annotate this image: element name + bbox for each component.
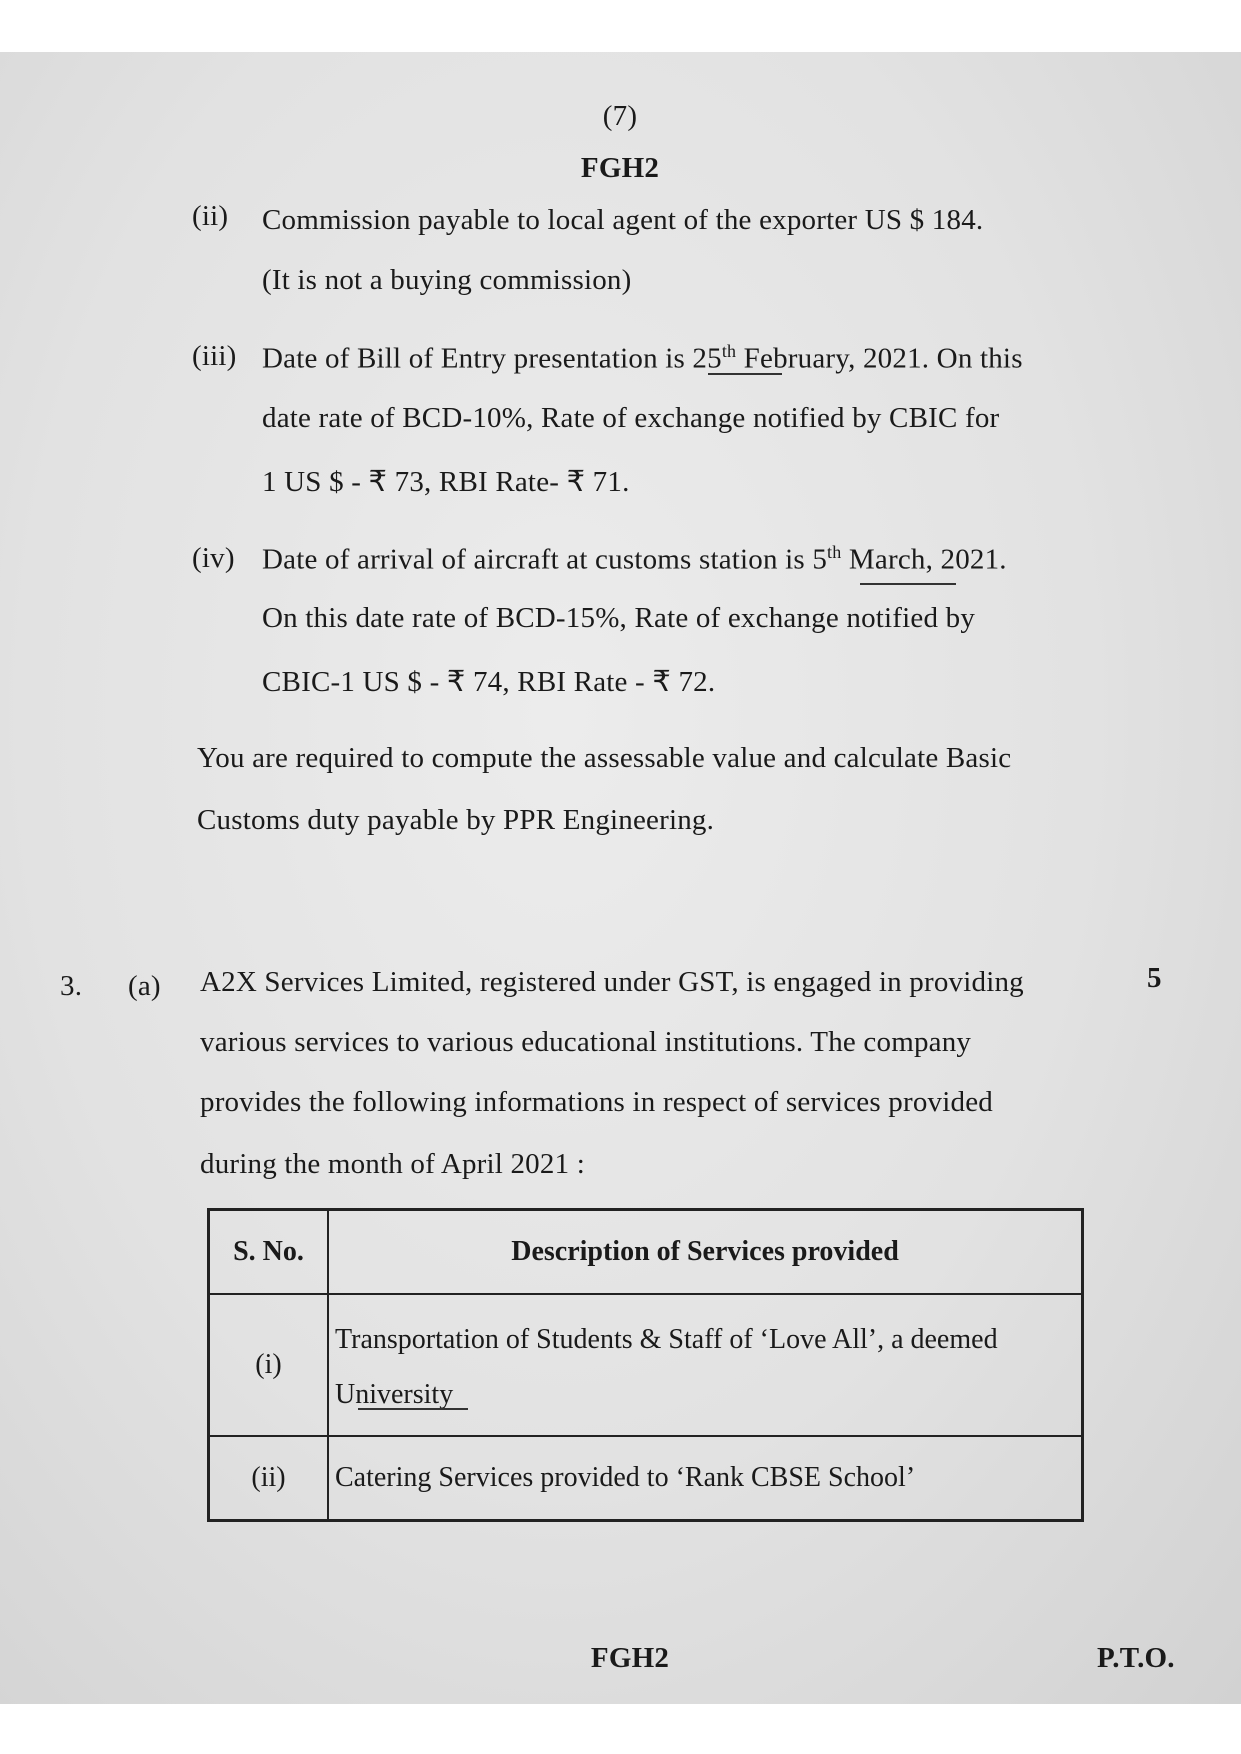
item-iii-line3: 1 US $ - ₹ 73, RBI Rate- ₹ 71. (262, 466, 630, 498)
handwritten-underline (708, 373, 782, 375)
item-ii-line1-text: Commission payable to local agent of the exporter US $ 184. (262, 204, 984, 236)
table-cell-description: Catering Services provided to ‘Rank CBSE School’ (328, 1436, 1083, 1521)
item-iv-line1-pre: Date of arrival of aircraft at customs station is 5 (262, 543, 828, 576)
pto-label: P.T.O. (1097, 1642, 1175, 1674)
question-part: (a) (128, 970, 161, 1002)
item-ii-line1 (262, 204, 1085, 237)
requirement-line2: Customs duty payable by PPR Engineering. (197, 804, 715, 836)
marks: 5 (1147, 962, 1162, 994)
item-ii-line2: (It is not a buying commission) (262, 264, 632, 296)
item-iii-label: (iii) (192, 340, 237, 372)
item-iv-line1-sup: th (827, 542, 842, 562)
item-iv-label: (iv) (192, 542, 235, 574)
page-number: (7) (602, 100, 638, 132)
item-iii-line1 (262, 341, 1023, 376)
item-iv-line1 (262, 542, 1007, 577)
table-cell-sno: (i) (209, 1294, 329, 1436)
column-header-sno: S. No. (209, 1210, 329, 1295)
paper-code-header: FGH2 (580, 152, 660, 184)
question-number: 3. (60, 970, 83, 1002)
handwritten-underline (860, 583, 956, 585)
handwritten-underline (358, 1408, 468, 1410)
row1-desc-line1: Transportation of Students & Staff of ‘Love All’, a deemed (335, 1324, 998, 1355)
paper-code-footer: FGH2 (590, 1642, 670, 1674)
services-table (207, 1208, 1084, 1522)
q3-line1: A2X Services Limited, registered under GST, is engaged in providing (200, 966, 1024, 998)
q3-line4: during the month of April 2021 : (200, 1148, 585, 1180)
item-iv-line1-post: March, 2021. (841, 543, 1007, 576)
item-iv-line2: On this date rate of BCD-15%, Rate of exchange notified by (262, 602, 976, 634)
item-iii-line1-sup: th (721, 341, 737, 361)
table-cell-description (328, 1294, 1083, 1436)
item-iv-line3: CBIC-1 US $ - ₹ 74, RBI Rate - ₹ 72. (262, 666, 716, 698)
table-cell-sno: (ii) (209, 1436, 329, 1521)
row1-desc-line2: University (335, 1379, 454, 1410)
table-row (209, 1294, 1083, 1436)
q3-line2: various services to various educational institutions. The company (200, 1026, 972, 1058)
item-ii-label: (ii) (192, 200, 229, 232)
requirement-line1: You are required to compute the assessable value and calculate Basic (197, 742, 1012, 774)
table-row (209, 1436, 1083, 1521)
column-header-description: Description of Services provided (328, 1210, 1083, 1295)
item-iii-line2: date rate of BCD-10%, Rate of exchange notified by CBIC for (262, 402, 1000, 434)
item-iii-line1-post: February, 2021. On this (736, 342, 1023, 375)
q3-line3: provides the following informations in respect of services provided (200, 1086, 993, 1118)
table-header-row (209, 1210, 1083, 1295)
item-iii-line1-pre: Date of Bill of Entry presentation is 25 (262, 342, 722, 375)
